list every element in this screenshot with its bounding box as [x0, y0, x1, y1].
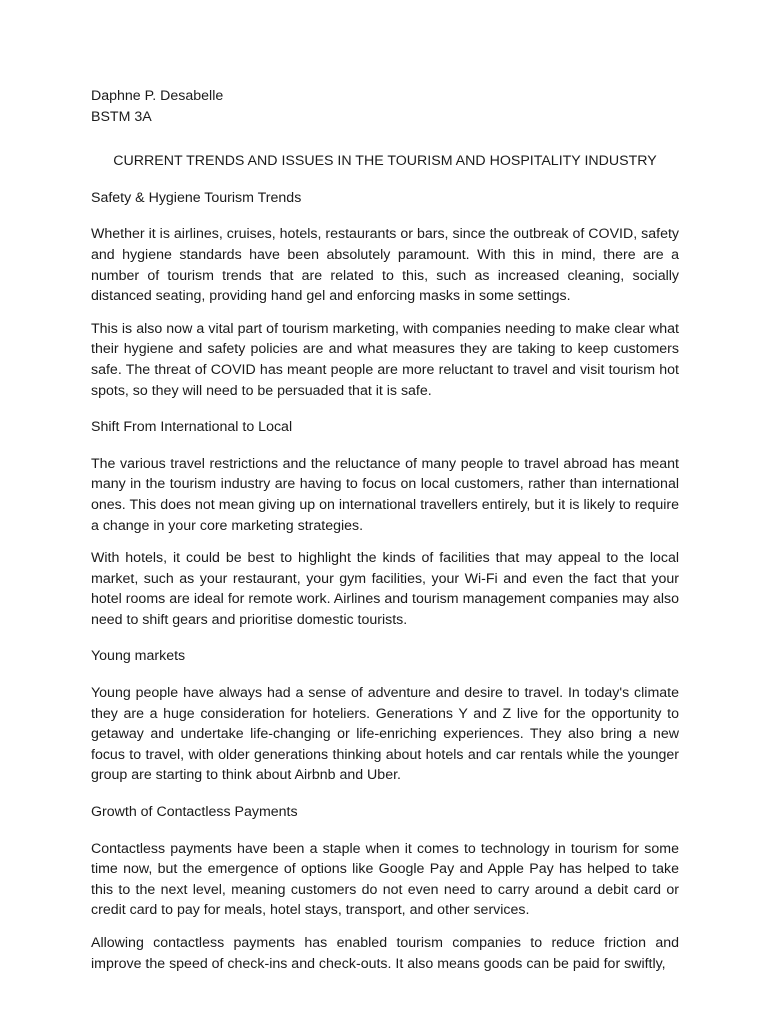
section-heading-safety-hygiene: Safety & Hygiene Tourism Trends: [91, 189, 302, 206]
paragraph: The various travel restrictions and the reluctance of many people to travel abroad has meant many in the tourism industry are having to focus on local customers, rather than international ones. This does not mean giving up on international travellers entirely, but it is likely to require a change in your core marketing strategies.: [91, 455, 679, 534]
section-heading-international-to-local: Shift From International to Local: [91, 419, 293, 436]
document-page: [91, 86, 679, 974]
section-heading-young-markets: Young markets: [91, 648, 186, 665]
paragraph: Young people have always had a sense of adventure and desire to travel. In today's climate they are a huge consideration for hoteliers. Generations Y and Z live for the opportunity to getaway and undertake life-changing or life-enriching experiences. They also bring a new focus to travel, with older generations thinking about hotels and car rentals while the younger group are starting to think about Airbnb and Uber.: [91, 685, 679, 784]
paragraph: Contactless payments have been a staple when it comes to technology in tourism for some time now, but the emergence of options like Google Pay and Apple Pay has helped to take this to the next level, meaning customers do not even need to carry around a debit card or credit card to pay for meals, hotel stays, transport, and other services.: [91, 840, 679, 919]
class-section: BSTM 3A: [91, 108, 152, 125]
document-title: CURRENT TRENDS AND ISSUES IN THE TOURISM AND HOSPITALITY INDUSTRY: [113, 153, 657, 170]
section-heading-contactless-payments: Growth of Contactless Payments: [91, 804, 298, 821]
paragraph: Allowing contactless payments has enabled tourism companies to reduce friction and improve the speed of check-ins and check-outs. It also means goods can be paid for swiftly,: [91, 935, 679, 972]
author-name: Daphne P. Desabelle: [91, 88, 224, 104]
paragraph: With hotels, it could be best to highlight the kinds of facilities that may appeal to the local market, such as your restaurant, your gym facilities, your Wi-Fi and even the fact that your hotel rooms are ideal for remote work. Airlines and tourism management companies may also need to shift gears and prioritise domestic tourists.: [91, 550, 679, 628]
paragraph: This is also now a vital part of tourism marketing, with companies needing to make clear what their hygiene and safety policies are and what measures they are taking to keep customers safe. The threat of COVID has meant people are more reluctant to travel and visit tourism hot spots, so they will need to be persuaded that it is safe.: [91, 320, 679, 399]
paragraph: Whether it is airlines, cruises, hotels, restaurants or bars, since the outbreak of COVID, safety and hygiene standards have been absolutely paramount. With this in mind, there are a number of tourism trends that are related to this, such as increased cleaning, socially distanced seating, providing hand gel and enforcing masks in some settings.: [91, 226, 679, 305]
